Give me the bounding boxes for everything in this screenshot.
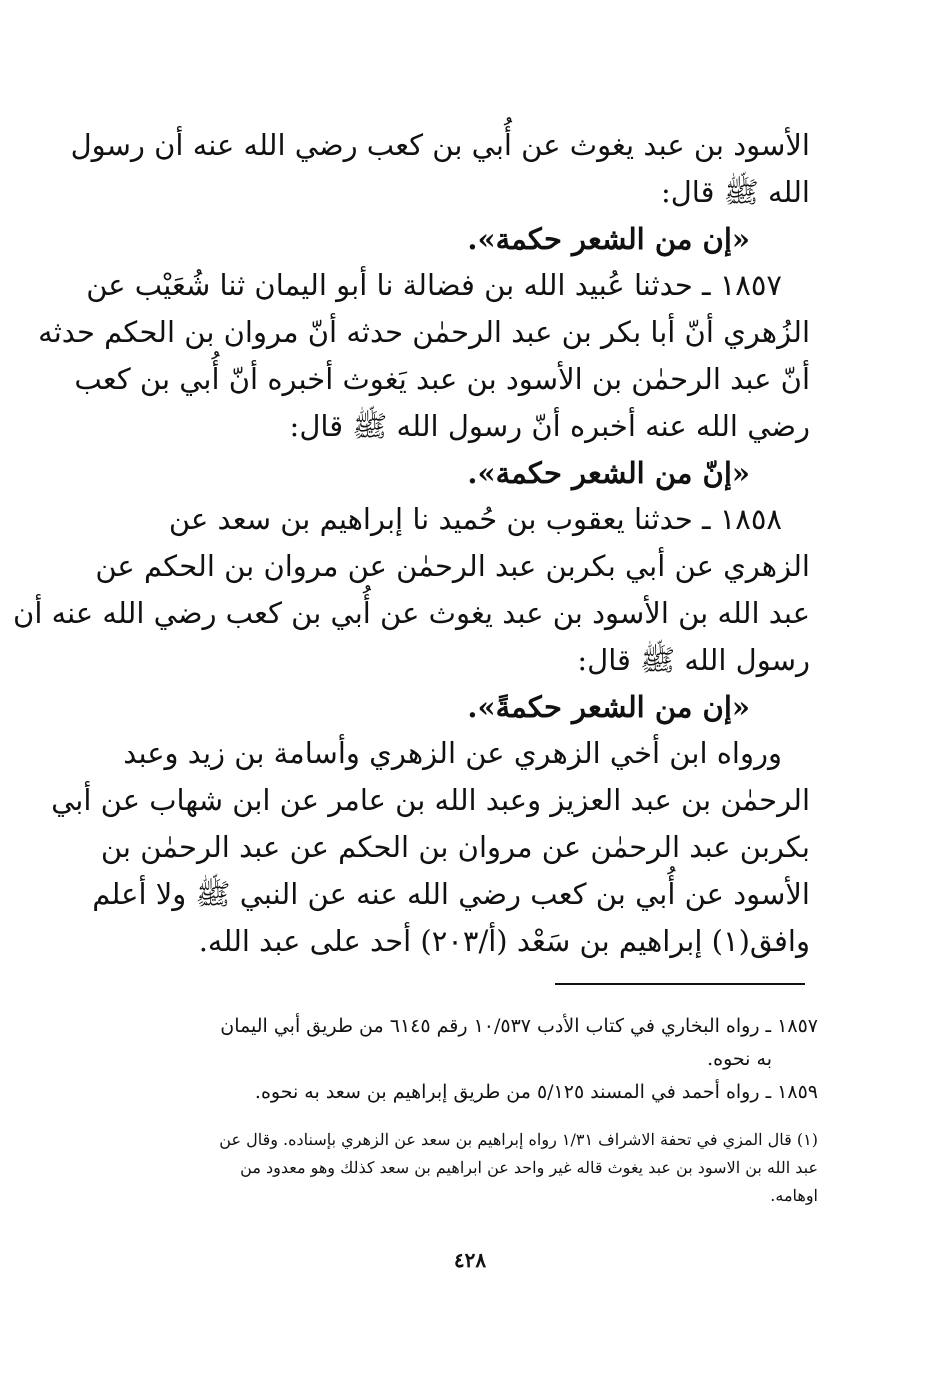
text-line: الله ﷺ قال: bbox=[660, 174, 810, 209]
text-line: الأسود بن عبد يغوث عن أُبي بن كعب رضي الله عنه أن رسول bbox=[70, 128, 810, 162]
text-line: الأسود عن أُبي بن كعب رضي الله عنه عن النبي ﷺ ولا أعلم bbox=[92, 876, 810, 911]
text-line: عبد الله بن الأسود بن عبد يغوث عن أُبي بن كعب رضي الله عنه أن bbox=[13, 595, 810, 630]
editor-note-line: اوهامه. bbox=[770, 1186, 818, 1205]
main-text-block bbox=[13, 122, 810, 964]
hadith-1857-heading-line: ١٨٥٧ ـ حدثنا عُبيد الله بن فضالة نا أبو اليمان ثنا شُعَيْب عن bbox=[86, 268, 782, 303]
hadith-quote: «إن من الشعر حكمة». bbox=[467, 221, 750, 256]
text-line: أنّ عبد الرحمٰن بن الأسود بن عبد يَغوث أخبره أنّ أُبي بن كعب bbox=[74, 361, 810, 396]
text-line: رضي الله عنه أخبره أنّ رسول الله ﷺ قال: bbox=[289, 408, 810, 443]
footnote-line: ١٨٥٧ ـ رواه البخاري في كتاب الأدب ١٠/٥٣٧ رقم ٦١٤٥ من طريق أبي اليمان bbox=[220, 1015, 818, 1037]
editor-note-line: (١) قال المزي في تحفة الاشراف ١/٣١ رواه إبراهيم بن سعد عن الزهري بإسناده. وقال عن bbox=[219, 1130, 818, 1149]
footnotes-block bbox=[134, 1010, 818, 1109]
hadith-quote: «إنّ من الشعر حكمة». bbox=[467, 455, 750, 490]
text-line: رسول الله ﷺ قال: bbox=[577, 642, 810, 677]
text-line: الرحمٰن بن عبد العزيز وعبد الله بن عامر عن ابن شهاب عن أبي bbox=[51, 783, 810, 818]
editor-notes-block bbox=[134, 1126, 818, 1210]
text-line: الزُهري أنّ أبا بكر بن عبد الرحمٰن حدثه أنّ مروان بن الحكم حدثه bbox=[38, 315, 810, 350]
text-line: بكربن عبد الرحمٰن عن مروان بن الحكم عن عبد الرحمٰن بن bbox=[100, 829, 810, 864]
editor-note-line: عبد الله بن الاسود بن عبد يغوث قاله غير واحد عن ابراهيم بن سعد كذلك وهو معدود من bbox=[240, 1158, 818, 1177]
text-line: الزهري عن أبي بكربن عبد الرحمٰن عن مروان بن الحكم عن bbox=[95, 549, 810, 584]
hadith-1858-heading-line: ١٨٥٨ ـ حدثنا يعقوب بن حُميد نا إبراهيم بن سعد عن bbox=[168, 502, 782, 537]
page-number: ٤٢٨ bbox=[453, 1248, 487, 1272]
hadith-quote: «إن من الشعر حكمةً». bbox=[467, 689, 750, 724]
text-line: وافق(١) إبراهيم بن سَعْد (أ/٢٠٣) أحد على عبد الله. bbox=[198, 923, 810, 958]
narration-paragraph-start: ورواه ابن أخي الزهري عن الزهري وأسامة بن زيد وعبد bbox=[123, 736, 782, 771]
footnote-divider bbox=[555, 983, 805, 985]
footnote-line: ١٨٥٩ ـ رواه أحمد في المسند ٥/١٢٥ من طريق إبراهيم بن سعد به نحوه. bbox=[254, 1081, 818, 1103]
footnote-line: به نحوه. bbox=[707, 1048, 772, 1070]
